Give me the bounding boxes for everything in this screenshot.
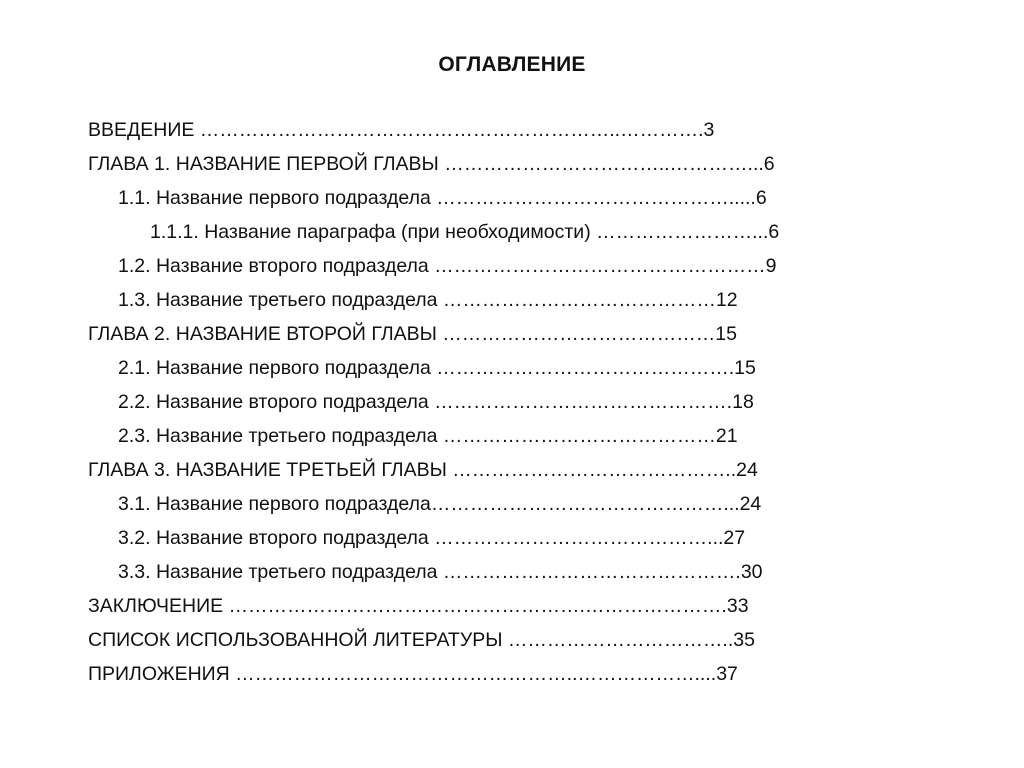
toc-entry-chapter-2: ГЛАВА 2. НАЗВАНИЕ ВТОРОЙ ГЛАВЫ ……………………………………15 bbox=[88, 323, 737, 345]
toc-entry-section-3-1: 3.1. Название первого подраздела………………………………………...24 bbox=[118, 493, 762, 515]
toc-entry-section-2-3: 2.3. Название третьего подраздела ……………………………………21 bbox=[118, 425, 738, 447]
toc-entry-appendices: ПРИЛОЖЕНИЯ ……………………………………………..………………....37 bbox=[88, 663, 738, 685]
toc-entry-conclusion: ЗАКЛЮЧЕНИЕ ……………………………………………….………………….33 bbox=[88, 595, 749, 617]
toc-entry-section-1-2: 1.2. Название второго подраздела ……………………………………………9 bbox=[118, 255, 777, 277]
table-of-contents bbox=[0, 113, 1024, 691]
toc-entry-section-2-2: 2.2. Название второго подраздела ……………………………………….18 bbox=[118, 391, 754, 413]
toc-entry-introduction: ВВЕДЕНИЕ ………………………………………………………..………….3 bbox=[88, 119, 715, 141]
toc-entry-chapter-1: ГЛАВА 1. НАЗВАНИЕ ПЕРВОЙ ГЛАВЫ ……………………………..…………...6 bbox=[88, 153, 775, 175]
toc-entry-paragraph-1-1-1: 1.1.1. Название параграфа (при необходимости) ……………………...6 bbox=[150, 221, 780, 243]
toc-entry-chapter-3: ГЛАВА 3. НАЗВАНИЕ ТРЕТЬЕЙ ГЛАВЫ ……………………………………..24 bbox=[88, 459, 758, 481]
toc-title: ОГЛАВЛЕНИЕ bbox=[438, 53, 586, 76]
toc-entry-section-1-3: 1.3. Название третьего подраздела ……………………………………12 bbox=[118, 289, 738, 311]
toc-entry-section-2-1: 2.1. Название первого подраздела ……………………………………….15 bbox=[118, 357, 756, 379]
toc-entry-section-3-3: 3.3. Название третьего подраздела ……………………………………….30 bbox=[118, 561, 763, 583]
toc-entry-section-1-1: 1.1. Название первого подраздела ……………………………………….....6 bbox=[118, 187, 767, 209]
toc-entry-section-3-2: 3.2. Название второго подраздела ……………………………………...27 bbox=[118, 527, 746, 549]
toc-entry-references: СПИСОК ИСПОЛЬЗОВАННОЙ ЛИТЕРАТУРЫ ……………………………..35 bbox=[88, 629, 755, 651]
